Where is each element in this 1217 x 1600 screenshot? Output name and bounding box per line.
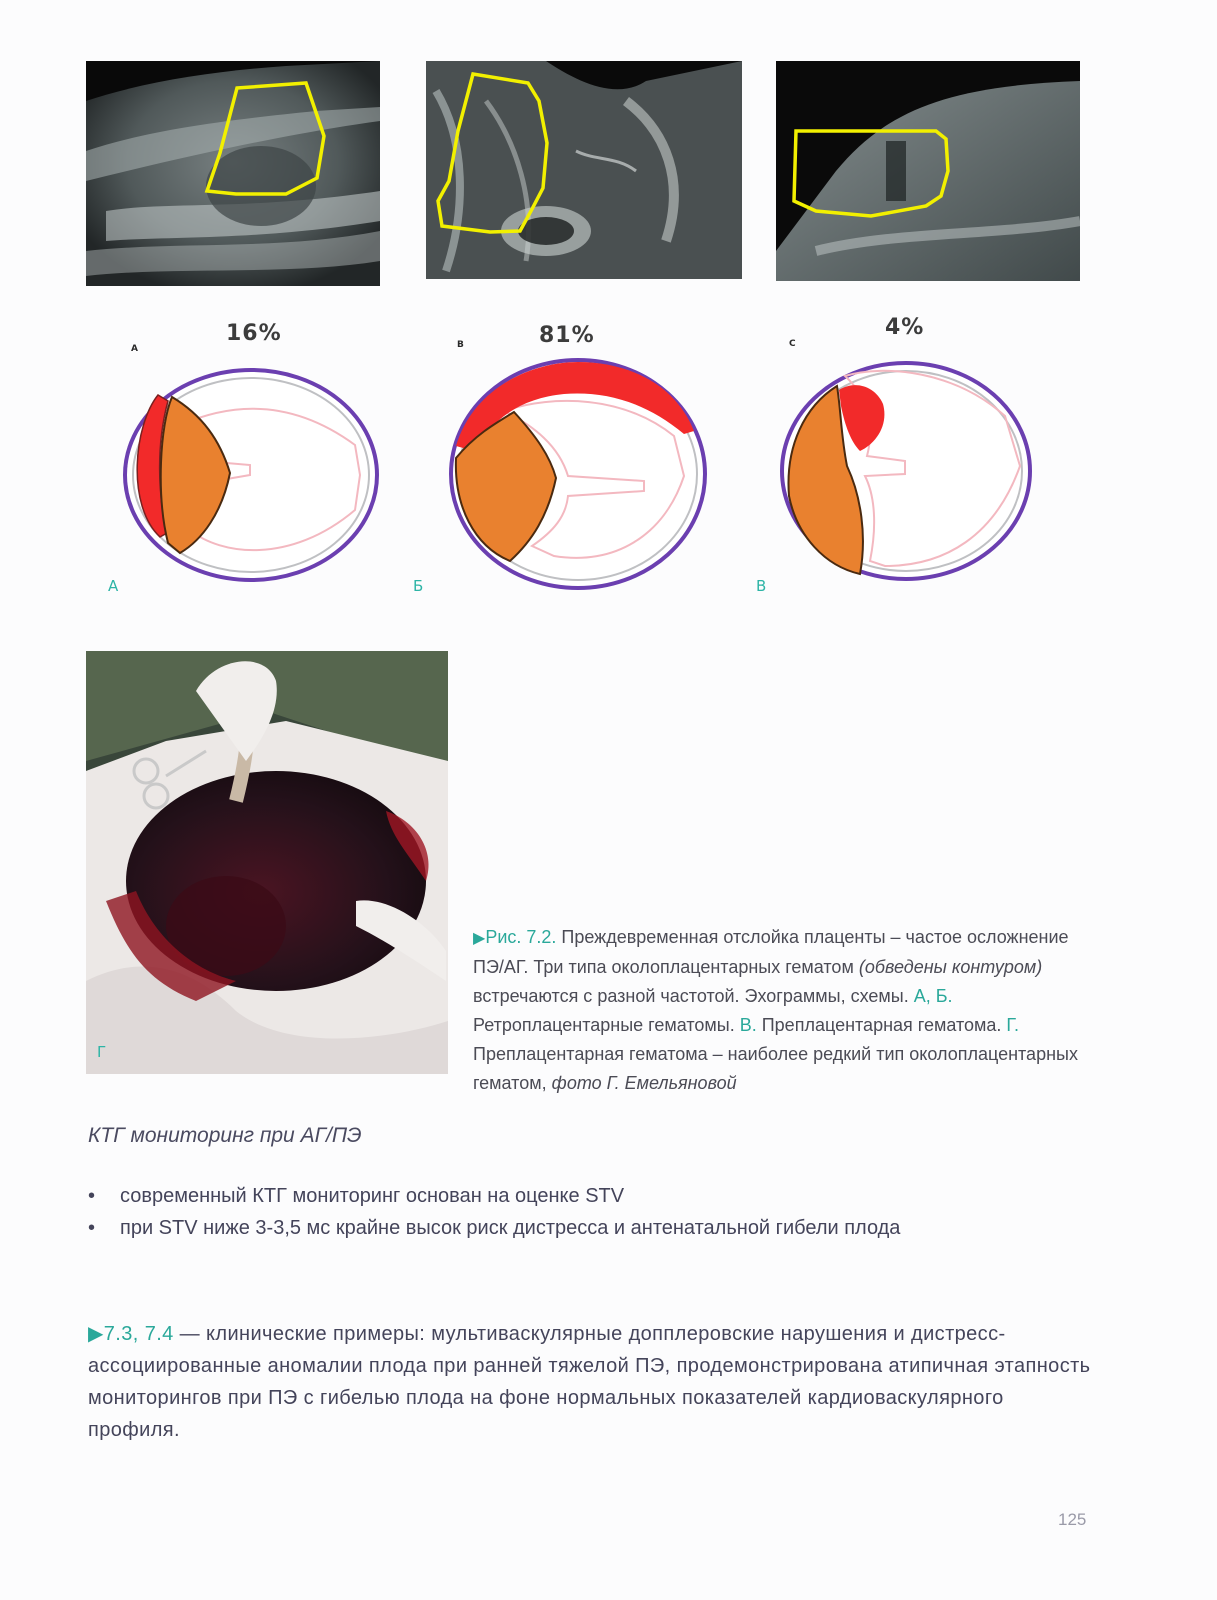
bullet-dot-icon: • — [88, 1217, 96, 1239]
caption-triangle-icon: ▶ — [473, 930, 486, 947]
paragraph-triangle-icon: ▶ — [88, 1323, 104, 1345]
percent-label-a: 16% — [226, 321, 282, 346]
panel-label-b: Б — [413, 577, 424, 595]
scheme-letter-a: A — [131, 344, 138, 354]
paragraph-ref: 7.3, 7.4 — [103, 1323, 174, 1345]
percent-label-b: 81% — [539, 323, 595, 348]
page-number: 125 — [1058, 1510, 1087, 1529]
scheme-letter-b: B — [457, 340, 464, 350]
bullet-list — [88, 1180, 1128, 1244]
section-title: КТГ мониторинг при АГ/ПЭ — [88, 1124, 362, 1147]
scheme-a — [120, 365, 382, 585]
percent-label-c: 4% — [885, 315, 925, 340]
panel-label-a: А — [108, 577, 119, 595]
clinical-examples-paragraph: ▶7.3, 7.4 — клинические примеры: мультиваскулярные допплеровские нарушения и дистресс-ассоциированные аномалии плода при ранней тяжелой ПЭ, продемонстрирована атипичная этапность мониторингов при ПЭ с гибелью плода на фоне нормальных показателей кардиоваскулярного профиля. — [88, 1323, 1091, 1441]
scheme-letter-c: C — [789, 339, 796, 349]
ultrasound-image-c — [776, 61, 1080, 281]
placenta-photo — [86, 651, 448, 1074]
caption-fig-label: Рис. 7.2. — [485, 927, 557, 947]
scheme-b — [444, 356, 712, 596]
panel-label-c: В — [756, 577, 767, 595]
bullet-dot-icon: • — [88, 1185, 96, 1207]
ultrasound-image-a — [86, 61, 380, 286]
list-item: • при STV ниже 3-3,5 мс крайне высок риск дистресса и антенатальной гибели плода — [88, 1212, 1128, 1244]
scheme-c — [775, 356, 1037, 584]
ultrasound-image-b — [426, 61, 742, 279]
panel-label-d: Г — [97, 1043, 107, 1061]
list-item: • современный КТГ мониторинг основан на оценке STV — [88, 1180, 1128, 1212]
figure-caption: ▶Рис. 7.2. Преждевременная отслойка плаценты – частое осложнение ПЭ/АГ. Три типа околоплацентарных гематом (обведены контуром) встречаются с разной частотой. Эхограммы, схемы. А, Б. Ретроплацентарные гематомы. В. Преплацентарная гематома. Г. Преплацентарная гематома – наиболее редкий тип околоплацентарных гематом, фото Г. Емельяновой — [473, 927, 1078, 1093]
